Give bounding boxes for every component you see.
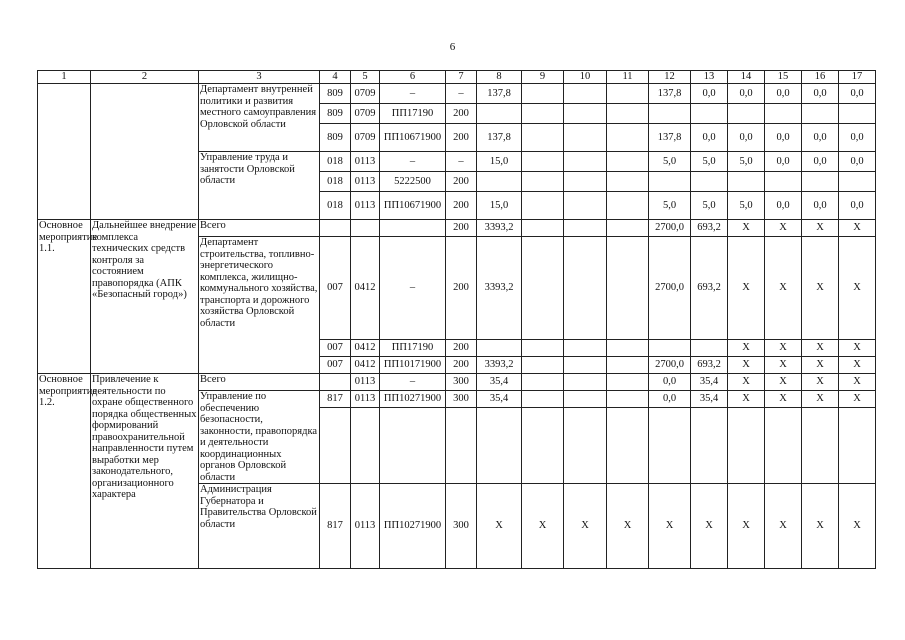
data-cell: 0709 (351, 124, 380, 152)
data-cell: X (765, 374, 802, 391)
data-cell: 3393,2 (477, 220, 522, 237)
department-name: Управление труда и занятости Орловской области (199, 152, 320, 220)
data-cell (564, 357, 607, 374)
empty-cell (446, 408, 477, 484)
column-header: 6 (380, 71, 446, 84)
data-cell: 0113 (351, 391, 380, 408)
column-header: 5 (351, 71, 380, 84)
data-cell (607, 192, 649, 220)
data-cell: 0,0 (765, 192, 802, 220)
data-cell: 5,0 (728, 192, 765, 220)
row-label-total: Всего (199, 374, 320, 391)
data-cell (522, 124, 564, 152)
data-cell (522, 357, 564, 374)
table-row (38, 84, 876, 104)
data-cell (607, 357, 649, 374)
data-cell: 007 (320, 340, 351, 357)
column-header: 2 (91, 71, 199, 84)
data-cell: 0,0 (802, 192, 839, 220)
data-cell (564, 391, 607, 408)
data-cell: 200 (446, 104, 477, 124)
data-cell: ПП17190 (380, 340, 446, 357)
data-cell: 137,8 (649, 84, 691, 104)
measure-label: Основное мероприятие 1.2. (38, 374, 91, 569)
data-cell (802, 172, 839, 192)
data-cell (607, 124, 649, 152)
column-header: 1 (38, 71, 91, 84)
data-cell (607, 391, 649, 408)
data-cell: 2700,0 (649, 357, 691, 374)
data-cell (564, 84, 607, 104)
data-cell: 15,0 (477, 192, 522, 220)
table-row (38, 374, 876, 391)
column-header: 9 (522, 71, 564, 84)
data-cell: 809 (320, 124, 351, 152)
data-cell (649, 340, 691, 357)
data-cell: X (839, 484, 876, 569)
data-cell: X (802, 340, 839, 357)
data-cell (607, 104, 649, 124)
data-cell (607, 237, 649, 340)
data-cell (607, 84, 649, 104)
data-cell: 007 (320, 357, 351, 374)
data-cell: 200 (446, 172, 477, 192)
data-cell: X (728, 340, 765, 357)
empty-cell (649, 408, 691, 484)
data-cell: X (802, 391, 839, 408)
data-cell: X (802, 484, 839, 569)
data-cell: ПП10171900 (380, 357, 446, 374)
data-cell: 35,4 (691, 391, 728, 408)
data-cell: X (765, 340, 802, 357)
empty-cell (765, 408, 802, 484)
column-header: 16 (802, 71, 839, 84)
data-cell (564, 237, 607, 340)
data-cell: – (380, 84, 446, 104)
data-cell: 018 (320, 152, 351, 172)
data-cell (564, 340, 607, 357)
data-cell: 0,0 (802, 124, 839, 152)
data-cell (607, 152, 649, 172)
data-cell: X (765, 391, 802, 408)
data-cell (607, 340, 649, 357)
empty-cell (320, 408, 351, 484)
data-cell: 0,0 (802, 84, 839, 104)
data-cell (691, 172, 728, 192)
data-cell (477, 172, 522, 192)
data-cell: 200 (446, 124, 477, 152)
empty-cell (802, 408, 839, 484)
data-cell (607, 172, 649, 192)
data-cell: 5,0 (728, 152, 765, 172)
data-cell: 200 (446, 192, 477, 220)
data-cell (522, 391, 564, 408)
data-cell (839, 104, 876, 124)
data-cell: 137,8 (649, 124, 691, 152)
data-cell: 0,0 (765, 124, 802, 152)
data-cell (564, 172, 607, 192)
data-cell (522, 374, 564, 391)
data-cell (839, 172, 876, 192)
data-cell: 300 (446, 484, 477, 569)
data-cell: 0113 (351, 152, 380, 172)
data-cell: ПП10671900 (380, 124, 446, 152)
data-cell: 5,0 (649, 152, 691, 172)
column-header: 14 (728, 71, 765, 84)
data-cell (691, 340, 728, 357)
data-cell: 300 (446, 374, 477, 391)
data-cell: 200 (446, 340, 477, 357)
data-cell: ПП17190 (380, 104, 446, 124)
data-cell: 0,0 (839, 192, 876, 220)
data-cell: X (839, 357, 876, 374)
data-cell: X (802, 237, 839, 340)
data-cell: 2700,0 (649, 237, 691, 340)
data-cell: 0,0 (649, 391, 691, 408)
empty-cell (380, 408, 446, 484)
data-cell: 693,2 (691, 237, 728, 340)
column-header: 13 (691, 71, 728, 84)
empty-cell (728, 408, 765, 484)
department-name: Департамент строительства, топливно-энергетического комплекса, жилищно-коммунального хозяйства, транспорта и дорожного хозяйства Орловской области (199, 237, 320, 374)
data-cell: 0,0 (691, 84, 728, 104)
data-cell: 3393,2 (477, 357, 522, 374)
data-cell (649, 104, 691, 124)
data-cell: 0,0 (839, 152, 876, 172)
data-cell (691, 104, 728, 124)
data-cell: 35,4 (691, 374, 728, 391)
data-cell (564, 220, 607, 237)
data-cell (802, 104, 839, 124)
data-cell: X (728, 220, 765, 237)
data-cell: X (802, 374, 839, 391)
data-cell: ПП10271900 (380, 484, 446, 569)
data-cell (522, 220, 564, 237)
data-cell: 5,0 (691, 152, 728, 172)
measure-label: Основное мероприятие 1.1. (38, 220, 91, 374)
empty-cell (522, 408, 564, 484)
empty-cell (351, 408, 380, 484)
header-row (38, 71, 876, 84)
data-cell: 0113 (351, 484, 380, 569)
data-cell (728, 172, 765, 192)
data-cell: – (380, 152, 446, 172)
data-cell: X (839, 340, 876, 357)
data-cell (320, 220, 351, 237)
data-cell: X (691, 484, 728, 569)
data-cell (522, 104, 564, 124)
data-cell: X (728, 374, 765, 391)
column-header: 15 (765, 71, 802, 84)
data-cell (564, 124, 607, 152)
data-cell: 300 (446, 391, 477, 408)
data-cell: 0412 (351, 357, 380, 374)
data-cell: 0113 (351, 172, 380, 192)
data-cell: – (446, 84, 477, 104)
data-cell: 0113 (351, 192, 380, 220)
data-cell: 0,0 (765, 152, 802, 172)
data-cell: 809 (320, 104, 351, 124)
data-cell: 018 (320, 172, 351, 192)
data-cell: 0,0 (649, 374, 691, 391)
data-cell: – (446, 152, 477, 172)
data-cell (522, 237, 564, 340)
data-cell (522, 172, 564, 192)
data-cell: 0,0 (839, 84, 876, 104)
data-cell: X (522, 484, 564, 569)
data-cell (522, 84, 564, 104)
empty-cell (691, 408, 728, 484)
data-cell (564, 104, 607, 124)
data-cell: 007 (320, 237, 351, 340)
data-cell: X (839, 237, 876, 340)
data-cell: 0,0 (728, 124, 765, 152)
budget-table (37, 70, 876, 569)
department-name: Управление по обеспечению безопасности, законности, правопорядка и деятельности координационных органов Орловской области (199, 391, 320, 484)
data-cell: 200 (446, 220, 477, 237)
data-cell (765, 104, 802, 124)
data-cell: X (649, 484, 691, 569)
table-row (38, 220, 876, 237)
data-cell (380, 220, 446, 237)
department-name: Администрация Губернатора и Правительства Орловской области (199, 484, 320, 569)
empty-cell (607, 408, 649, 484)
data-cell: 0,0 (691, 124, 728, 152)
data-cell (522, 152, 564, 172)
data-cell (728, 104, 765, 124)
data-cell: ПП10671900 (380, 192, 446, 220)
data-cell: 5,0 (691, 192, 728, 220)
data-cell (477, 104, 522, 124)
data-cell: X (728, 391, 765, 408)
table-body (38, 71, 876, 569)
data-cell: 0,0 (802, 152, 839, 172)
empty-cell (477, 408, 522, 484)
data-cell: X (765, 357, 802, 374)
data-cell (564, 152, 607, 172)
data-cell: 693,2 (691, 220, 728, 237)
data-cell: ПП10271900 (380, 391, 446, 408)
data-cell: 0709 (351, 84, 380, 104)
data-cell: 0,0 (728, 84, 765, 104)
data-cell (607, 374, 649, 391)
data-cell: X (765, 220, 802, 237)
data-cell: 200 (446, 237, 477, 340)
data-cell: X (607, 484, 649, 569)
data-cell: 5,0 (649, 192, 691, 220)
data-cell (522, 192, 564, 220)
column-header: 11 (607, 71, 649, 84)
measure-title: Дальнейшее внедрение комплекса технических средств контроля за состоянием правопорядка (АПК «Безопасный город») (91, 220, 199, 374)
data-cell (607, 220, 649, 237)
data-cell: X (839, 220, 876, 237)
data-cell: X (802, 357, 839, 374)
data-cell: X (839, 374, 876, 391)
empty-cell (91, 84, 199, 220)
empty-cell (564, 408, 607, 484)
page-number: 6 (449, 41, 456, 53)
row-label-total: Всего (199, 220, 320, 237)
column-header: 17 (839, 71, 876, 84)
column-header: 4 (320, 71, 351, 84)
data-cell: 018 (320, 192, 351, 220)
data-cell: 35,4 (477, 391, 522, 408)
data-cell: 137,8 (477, 84, 522, 104)
data-cell: X (839, 391, 876, 408)
data-cell (564, 374, 607, 391)
data-cell: X (765, 484, 802, 569)
empty-cell (38, 84, 91, 220)
data-cell: X (765, 237, 802, 340)
column-header: 8 (477, 71, 522, 84)
data-cell (351, 220, 380, 237)
data-cell: 15,0 (477, 152, 522, 172)
data-cell: X (728, 237, 765, 340)
data-cell (765, 172, 802, 192)
data-cell (320, 374, 351, 391)
column-header: 10 (564, 71, 607, 84)
data-cell (477, 340, 522, 357)
department-name: Департамент внутренней политики и развития местного самоуправления Орловской области (199, 84, 320, 152)
data-cell: 817 (320, 484, 351, 569)
data-cell: 693,2 (691, 357, 728, 374)
data-cell: 0709 (351, 104, 380, 124)
data-cell: X (728, 357, 765, 374)
data-cell: X (564, 484, 607, 569)
data-cell: – (380, 374, 446, 391)
data-cell: 200 (446, 357, 477, 374)
data-cell: 0412 (351, 340, 380, 357)
data-cell: 5222500 (380, 172, 446, 192)
data-cell: 137,8 (477, 124, 522, 152)
measure-title: Привлечение к деятельности по охране общественного порядка общественных формирований правоохранительной направленности путем выработки мер законодательного, организационного характера (91, 374, 199, 569)
data-cell (649, 172, 691, 192)
data-cell: X (477, 484, 522, 569)
data-cell: 3393,2 (477, 237, 522, 340)
data-cell: – (380, 237, 446, 340)
data-cell: 2700,0 (649, 220, 691, 237)
data-cell: X (728, 484, 765, 569)
data-cell: 0,0 (765, 84, 802, 104)
column-header: 3 (199, 71, 320, 84)
column-header: 12 (649, 71, 691, 84)
data-cell: X (802, 220, 839, 237)
data-cell: 0113 (351, 374, 380, 391)
data-cell: 809 (320, 84, 351, 104)
column-header: 7 (446, 71, 477, 84)
data-cell (564, 192, 607, 220)
data-cell: 0,0 (839, 124, 876, 152)
data-cell: 0412 (351, 237, 380, 340)
data-cell: 817 (320, 391, 351, 408)
data-cell: 35,4 (477, 374, 522, 391)
data-cell (522, 340, 564, 357)
empty-cell (839, 408, 876, 484)
